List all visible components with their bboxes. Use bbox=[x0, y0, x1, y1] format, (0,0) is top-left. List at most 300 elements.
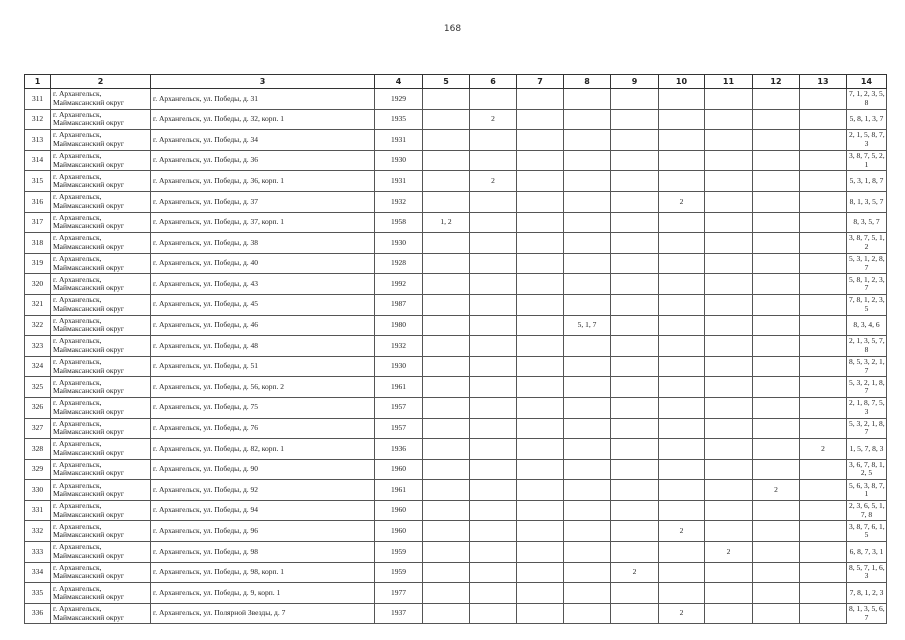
column-14-cell bbox=[847, 253, 887, 274]
column-13-cell bbox=[800, 583, 847, 604]
column-14-line-1: 3, 8, 7, 5, 2, bbox=[849, 151, 885, 161]
column-7-cell bbox=[517, 583, 564, 604]
column-14-line-1: 8, 5, 3, 2, 1, bbox=[849, 357, 885, 367]
district-cell bbox=[51, 233, 151, 254]
column-14-line-1: 5, 8, 1, 3, 7 bbox=[849, 114, 884, 124]
year-cell: 1931 bbox=[375, 130, 423, 151]
column-9-cell bbox=[611, 294, 659, 315]
column-9-cell: 2 bbox=[611, 562, 659, 583]
column-11-cell bbox=[705, 459, 753, 480]
column-header-8: 8 bbox=[564, 75, 611, 89]
row-number-cell: 325 bbox=[25, 377, 51, 398]
column-10-cell bbox=[659, 377, 705, 398]
column-9-cell bbox=[611, 377, 659, 398]
column-14-cell bbox=[847, 171, 887, 192]
column-6-cell bbox=[470, 89, 517, 110]
column-14-cell bbox=[847, 377, 887, 398]
column-11-cell bbox=[705, 603, 753, 624]
column-6-cell bbox=[470, 130, 517, 151]
column-10-cell bbox=[659, 542, 705, 563]
column-14-line-1: 3, 8, 7, 5, 1, bbox=[849, 233, 885, 243]
district-line-2: Маймаксанский округ bbox=[53, 365, 125, 375]
column-11-cell bbox=[705, 109, 753, 130]
column-header-1: 1 bbox=[25, 75, 51, 89]
column-8-cell bbox=[564, 500, 611, 521]
column-8-cell bbox=[564, 191, 611, 212]
table-row bbox=[25, 562, 887, 583]
column-10-cell bbox=[659, 500, 705, 521]
district-line-1: г. Архангельск, bbox=[53, 212, 102, 222]
column-8-cell bbox=[564, 542, 611, 563]
year-cell: 1977 bbox=[375, 583, 423, 604]
column-header-4: 4 bbox=[375, 75, 423, 89]
district-line-2: Маймаксанский округ bbox=[53, 468, 125, 478]
address-cell: г. Архангельск, ул. Победы, д. 40 bbox=[151, 253, 375, 274]
column-14-line-1: 7, 1, 2, 3, 5, bbox=[849, 89, 885, 99]
column-10-cell bbox=[659, 109, 705, 130]
year-cell: 1937 bbox=[375, 603, 423, 624]
column-9-cell bbox=[611, 356, 659, 377]
column-14-line-1: 2, 1, 5, 8, 7, bbox=[849, 130, 885, 140]
column-14-line-1: 3, 8, 7, 6, 1, bbox=[849, 521, 885, 531]
column-14-cell bbox=[847, 542, 887, 563]
column-7-cell bbox=[517, 233, 564, 254]
address-cell: г. Архангельск, ул. Победы, д. 37 bbox=[151, 191, 375, 212]
column-14-cell bbox=[847, 294, 887, 315]
column-8-cell bbox=[564, 418, 611, 439]
year-cell: 1932 bbox=[375, 191, 423, 212]
column-13-cell bbox=[800, 233, 847, 254]
table-row bbox=[25, 583, 887, 604]
column-10-cell bbox=[659, 130, 705, 151]
column-13-cell bbox=[800, 150, 847, 171]
district-line-2: Маймаксанский округ bbox=[53, 386, 125, 396]
column-13-cell bbox=[800, 109, 847, 130]
column-10-cell bbox=[659, 562, 705, 583]
column-14-line-1: 1, 5, 7, 8, 3 bbox=[849, 443, 884, 453]
column-13-cell bbox=[800, 356, 847, 377]
table-row bbox=[25, 500, 887, 521]
column-13-cell bbox=[800, 562, 847, 583]
column-9-cell bbox=[611, 583, 659, 604]
column-5-cell bbox=[423, 459, 470, 480]
column-8-cell bbox=[564, 583, 611, 604]
column-7-cell bbox=[517, 603, 564, 624]
district-line-1: г. Архангельск, bbox=[53, 295, 102, 305]
column-13-cell bbox=[800, 171, 847, 192]
column-10-cell bbox=[659, 356, 705, 377]
column-5-cell: 1, 2 bbox=[423, 212, 470, 233]
column-5-cell bbox=[423, 130, 470, 151]
column-14-line-2: 2 bbox=[864, 241, 869, 251]
year-cell: 1987 bbox=[375, 294, 423, 315]
address-cell: г. Архангельск, ул. Победы, д. 76 bbox=[151, 418, 375, 439]
column-10-cell bbox=[659, 336, 705, 357]
district-line-2: Маймаксанский округ bbox=[53, 180, 125, 190]
district-cell bbox=[51, 397, 151, 418]
table-row bbox=[25, 89, 887, 110]
district-line-1: г. Архангельск, bbox=[53, 192, 102, 202]
column-7-cell bbox=[517, 171, 564, 192]
column-10-cell bbox=[659, 480, 705, 501]
column-12-cell: 2 bbox=[753, 480, 800, 501]
district-line-2: Маймаксанский округ bbox=[53, 241, 125, 251]
district-line-1: г. Архангельск, bbox=[53, 542, 102, 552]
column-5-cell bbox=[423, 480, 470, 501]
district-cell bbox=[51, 294, 151, 315]
column-13-cell bbox=[800, 480, 847, 501]
column-14-cell bbox=[847, 109, 887, 130]
table-row bbox=[25, 212, 887, 233]
column-7-cell bbox=[517, 397, 564, 418]
row-number-cell: 330 bbox=[25, 480, 51, 501]
column-14-line-1: 3, 6, 7, 8, 1, bbox=[849, 459, 885, 469]
column-7-cell bbox=[517, 562, 564, 583]
column-10-cell bbox=[659, 397, 705, 418]
district-cell bbox=[51, 171, 151, 192]
year-cell: 1961 bbox=[375, 480, 423, 501]
column-8-cell bbox=[564, 377, 611, 398]
column-13-cell bbox=[800, 89, 847, 110]
column-7-cell bbox=[517, 130, 564, 151]
column-8-cell bbox=[564, 130, 611, 151]
district-line-1: г. Архангельск, bbox=[53, 171, 102, 181]
column-5-cell bbox=[423, 233, 470, 254]
table-row bbox=[25, 418, 887, 439]
column-9-cell bbox=[611, 212, 659, 233]
table-row bbox=[25, 356, 887, 377]
year-cell: 1992 bbox=[375, 274, 423, 295]
column-14-cell bbox=[847, 500, 887, 521]
district-line-2: Маймаксанский округ bbox=[53, 118, 125, 128]
column-5-cell bbox=[423, 583, 470, 604]
column-7-cell bbox=[517, 521, 564, 542]
column-12-cell bbox=[753, 191, 800, 212]
table-row bbox=[25, 109, 887, 130]
column-11-cell bbox=[705, 500, 753, 521]
district-cell bbox=[51, 603, 151, 624]
column-12-cell bbox=[753, 253, 800, 274]
column-12-cell bbox=[753, 336, 800, 357]
table-row bbox=[25, 253, 887, 274]
column-header-11: 11 bbox=[705, 75, 753, 89]
column-12-cell bbox=[753, 521, 800, 542]
district-cell bbox=[51, 542, 151, 563]
address-cell: г. Архангельск, ул. Победы, д. 75 bbox=[151, 397, 375, 418]
district-line-2: Маймаксанский округ bbox=[53, 530, 125, 540]
year-cell: 1961 bbox=[375, 377, 423, 398]
column-13-cell bbox=[800, 253, 847, 274]
column-14-line-1: 5, 6, 3, 8, 7, bbox=[849, 480, 885, 490]
address-cell: г. Архангельск, ул. Победы, д. 90 bbox=[151, 459, 375, 480]
column-14-line-1: 7, 8, 1, 2, 3, bbox=[849, 295, 885, 305]
column-12-cell bbox=[753, 171, 800, 192]
year-cell: 1959 bbox=[375, 562, 423, 583]
column-13-cell bbox=[800, 130, 847, 151]
header-row bbox=[25, 75, 887, 89]
column-14-cell bbox=[847, 480, 887, 501]
column-7-cell bbox=[517, 542, 564, 563]
district-line-2: Маймаксанский округ bbox=[53, 221, 125, 231]
address-cell: г. Архангельск, ул. Победы, д. 92 bbox=[151, 480, 375, 501]
column-14-line-1: 5, 3, 1, 2, 8, bbox=[849, 254, 885, 264]
column-14-cell bbox=[847, 336, 887, 357]
district-line-2: Маймаксанский округ bbox=[53, 159, 125, 169]
column-header-13: 13 bbox=[800, 75, 847, 89]
column-11-cell bbox=[705, 130, 753, 151]
column-11-cell bbox=[705, 191, 753, 212]
column-8-cell bbox=[564, 336, 611, 357]
row-number-cell: 317 bbox=[25, 212, 51, 233]
column-14-line-1: 2, 1, 8, 7, 5, bbox=[849, 398, 885, 408]
column-6-cell bbox=[470, 583, 517, 604]
district-cell bbox=[51, 315, 151, 336]
address-cell: г. Архангельск, ул. Победы, д. 45 bbox=[151, 294, 375, 315]
column-14-line-2: 2, 5 bbox=[860, 468, 873, 478]
column-14-line-1: 2, 3, 6, 5, 1, bbox=[849, 501, 885, 511]
column-12-cell bbox=[753, 294, 800, 315]
district-line-1: г. Архангельск, bbox=[53, 254, 102, 264]
column-11-cell bbox=[705, 274, 753, 295]
row-number-cell: 326 bbox=[25, 397, 51, 418]
column-14-line-1: 7, 8, 1, 2, 3 bbox=[849, 587, 884, 597]
table-row bbox=[25, 130, 887, 151]
column-10-cell bbox=[659, 212, 705, 233]
column-13-cell: 2 bbox=[800, 439, 847, 460]
district-cell bbox=[51, 459, 151, 480]
column-7-cell bbox=[517, 418, 564, 439]
column-13-cell bbox=[800, 542, 847, 563]
column-13-cell bbox=[800, 315, 847, 336]
column-6-cell bbox=[470, 439, 517, 460]
district-line-1: г. Архангельск, bbox=[53, 501, 102, 511]
column-5-cell bbox=[423, 603, 470, 624]
column-5-cell bbox=[423, 171, 470, 192]
column-header-6: 6 bbox=[470, 75, 517, 89]
column-6-cell bbox=[470, 294, 517, 315]
column-10-cell bbox=[659, 171, 705, 192]
column-13-cell bbox=[800, 212, 847, 233]
column-7-cell bbox=[517, 439, 564, 460]
column-7-cell bbox=[517, 150, 564, 171]
column-10-cell bbox=[659, 583, 705, 604]
address-cell: г. Архангельск, ул. Победы, д. 48 bbox=[151, 336, 375, 357]
column-8-cell bbox=[564, 109, 611, 130]
district-cell bbox=[51, 336, 151, 357]
district-line-2: Маймаксанский округ bbox=[53, 509, 125, 519]
address-cell: г. Архангельск, ул. Победы, д. 56, корп. 2 bbox=[151, 377, 375, 398]
column-6-cell bbox=[470, 377, 517, 398]
address-cell: г. Архангельск, ул. Победы, д. 36 bbox=[151, 150, 375, 171]
column-14-cell bbox=[847, 459, 887, 480]
column-6-cell bbox=[470, 191, 517, 212]
address-cell: г. Архангельск, ул. Победы, д. 98 bbox=[151, 542, 375, 563]
column-6-cell bbox=[470, 459, 517, 480]
district-cell bbox=[51, 253, 151, 274]
column-7-cell bbox=[517, 253, 564, 274]
address-cell: г. Архангельск, ул. Победы, д. 32, корп. 1 bbox=[151, 109, 375, 130]
column-10-cell bbox=[659, 150, 705, 171]
column-9-cell bbox=[611, 336, 659, 357]
column-9-cell bbox=[611, 150, 659, 171]
row-number-cell: 313 bbox=[25, 130, 51, 151]
column-14-cell bbox=[847, 212, 887, 233]
district-line-1: г. Архангельск, bbox=[53, 480, 102, 490]
district-line-2: Маймаксанский округ bbox=[53, 138, 125, 148]
column-14-line-1: 5, 8, 1, 2, 3, bbox=[849, 274, 885, 284]
table-row bbox=[25, 397, 887, 418]
column-14-line-2: 1 bbox=[864, 159, 869, 169]
column-8-cell: 5, 1, 7 bbox=[564, 315, 611, 336]
row-number-cell: 318 bbox=[25, 233, 51, 254]
column-10-cell: 2 bbox=[659, 603, 705, 624]
year-cell: 1931 bbox=[375, 171, 423, 192]
column-header-9: 9 bbox=[611, 75, 659, 89]
address-cell: г. Архангельск, ул. Победы, д. 38 bbox=[151, 233, 375, 254]
column-14-cell bbox=[847, 397, 887, 418]
column-header-12: 12 bbox=[753, 75, 800, 89]
year-cell: 1930 bbox=[375, 150, 423, 171]
table-row bbox=[25, 377, 887, 398]
column-8-cell bbox=[564, 603, 611, 624]
year-cell: 1932 bbox=[375, 336, 423, 357]
district-line-1: г. Архангельск, bbox=[53, 377, 102, 387]
column-8-cell bbox=[564, 480, 611, 501]
address-cell: г. Архангельск, ул. Победы, д. 43 bbox=[151, 274, 375, 295]
column-12-cell bbox=[753, 130, 800, 151]
district-line-1: г. Архангельск, bbox=[53, 233, 102, 243]
column-13-cell bbox=[800, 418, 847, 439]
district-line-2: Маймаксанский округ bbox=[53, 550, 125, 560]
column-12-cell bbox=[753, 397, 800, 418]
district-cell bbox=[51, 274, 151, 295]
column-7-cell bbox=[517, 109, 564, 130]
column-14-cell bbox=[847, 521, 887, 542]
column-14-line-2: 3 bbox=[864, 138, 869, 148]
column-5-cell bbox=[423, 253, 470, 274]
district-line-2: Маймаксанский округ bbox=[53, 612, 125, 622]
column-9-cell bbox=[611, 191, 659, 212]
column-14-line-1: 8, 3, 4, 6 bbox=[853, 320, 880, 330]
column-6-cell bbox=[470, 233, 517, 254]
column-9-cell bbox=[611, 439, 659, 460]
row-number-cell: 335 bbox=[25, 583, 51, 604]
column-5-cell bbox=[423, 542, 470, 563]
column-7-cell bbox=[517, 89, 564, 110]
column-10-cell bbox=[659, 418, 705, 439]
column-header-14: 14 bbox=[847, 75, 887, 89]
column-14-line-2: 3 bbox=[864, 571, 869, 581]
column-9-cell bbox=[611, 542, 659, 563]
column-6-cell bbox=[470, 603, 517, 624]
column-12-cell bbox=[753, 150, 800, 171]
district-line-2: Маймаксанский округ bbox=[53, 283, 125, 293]
column-11-cell bbox=[705, 212, 753, 233]
column-5-cell bbox=[423, 294, 470, 315]
column-10-cell bbox=[659, 233, 705, 254]
column-8-cell bbox=[564, 253, 611, 274]
row-number-cell: 314 bbox=[25, 150, 51, 171]
column-8-cell bbox=[564, 274, 611, 295]
column-14-line-2: 8 bbox=[864, 97, 869, 107]
column-10-cell bbox=[659, 274, 705, 295]
column-5-cell bbox=[423, 562, 470, 583]
column-header-7: 7 bbox=[517, 75, 564, 89]
column-5-cell bbox=[423, 89, 470, 110]
column-14-line-1: 2, 1, 3, 5, 7, bbox=[849, 336, 885, 346]
table-row bbox=[25, 294, 887, 315]
column-14-line-2: 8 bbox=[864, 344, 869, 354]
column-10-cell bbox=[659, 439, 705, 460]
column-14-line-2: 7, 8 bbox=[860, 509, 873, 519]
column-12-cell bbox=[753, 603, 800, 624]
column-7-cell bbox=[517, 212, 564, 233]
column-11-cell bbox=[705, 315, 753, 336]
column-14-line-2: 7 bbox=[864, 262, 869, 272]
column-6-cell bbox=[470, 212, 517, 233]
column-7-cell bbox=[517, 459, 564, 480]
column-11-cell bbox=[705, 480, 753, 501]
column-8-cell bbox=[564, 459, 611, 480]
column-header-5: 5 bbox=[423, 75, 470, 89]
column-12-cell bbox=[753, 315, 800, 336]
column-8-cell bbox=[564, 171, 611, 192]
district-line-1: г. Архангельск, bbox=[53, 109, 102, 119]
row-number-cell: 328 bbox=[25, 439, 51, 460]
column-12-cell bbox=[753, 89, 800, 110]
column-13-cell bbox=[800, 191, 847, 212]
district-cell bbox=[51, 583, 151, 604]
column-5-cell bbox=[423, 356, 470, 377]
column-14-line-1: 5, 3, 2, 1, 8, bbox=[849, 418, 885, 428]
column-14-cell bbox=[847, 130, 887, 151]
column-5-cell bbox=[423, 418, 470, 439]
column-8-cell bbox=[564, 233, 611, 254]
row-number-cell: 333 bbox=[25, 542, 51, 563]
address-cell: г. Архангельск, ул. Победы, д. 51 bbox=[151, 356, 375, 377]
column-5-cell bbox=[423, 109, 470, 130]
column-13-cell bbox=[800, 459, 847, 480]
district-line-1: г. Архангельск, bbox=[53, 418, 102, 428]
column-5-cell bbox=[423, 150, 470, 171]
column-7-cell bbox=[517, 377, 564, 398]
row-number-cell: 323 bbox=[25, 336, 51, 357]
district-cell bbox=[51, 418, 151, 439]
address-cell: г. Архангельск, ул. Полярной Звезды, д. 7 bbox=[151, 603, 375, 624]
main-table bbox=[24, 74, 887, 624]
column-11-cell bbox=[705, 521, 753, 542]
column-header-10: 10 bbox=[659, 75, 705, 89]
district-cell bbox=[51, 500, 151, 521]
table-row bbox=[25, 191, 887, 212]
column-10-cell bbox=[659, 294, 705, 315]
year-cell: 1928 bbox=[375, 253, 423, 274]
column-13-cell bbox=[800, 274, 847, 295]
district-line-1: г. Архангельск, bbox=[53, 459, 102, 469]
row-number-cell: 311 bbox=[25, 89, 51, 110]
column-10-cell: 2 bbox=[659, 521, 705, 542]
column-12-cell bbox=[753, 274, 800, 295]
column-7-cell bbox=[517, 500, 564, 521]
column-14-cell bbox=[847, 191, 887, 212]
year-cell: 1930 bbox=[375, 233, 423, 254]
row-number-cell: 332 bbox=[25, 521, 51, 542]
column-6-cell bbox=[470, 315, 517, 336]
column-11-cell bbox=[705, 562, 753, 583]
column-5-cell bbox=[423, 274, 470, 295]
district-cell bbox=[51, 109, 151, 130]
district-line-1: г. Архангельск, bbox=[53, 439, 102, 449]
